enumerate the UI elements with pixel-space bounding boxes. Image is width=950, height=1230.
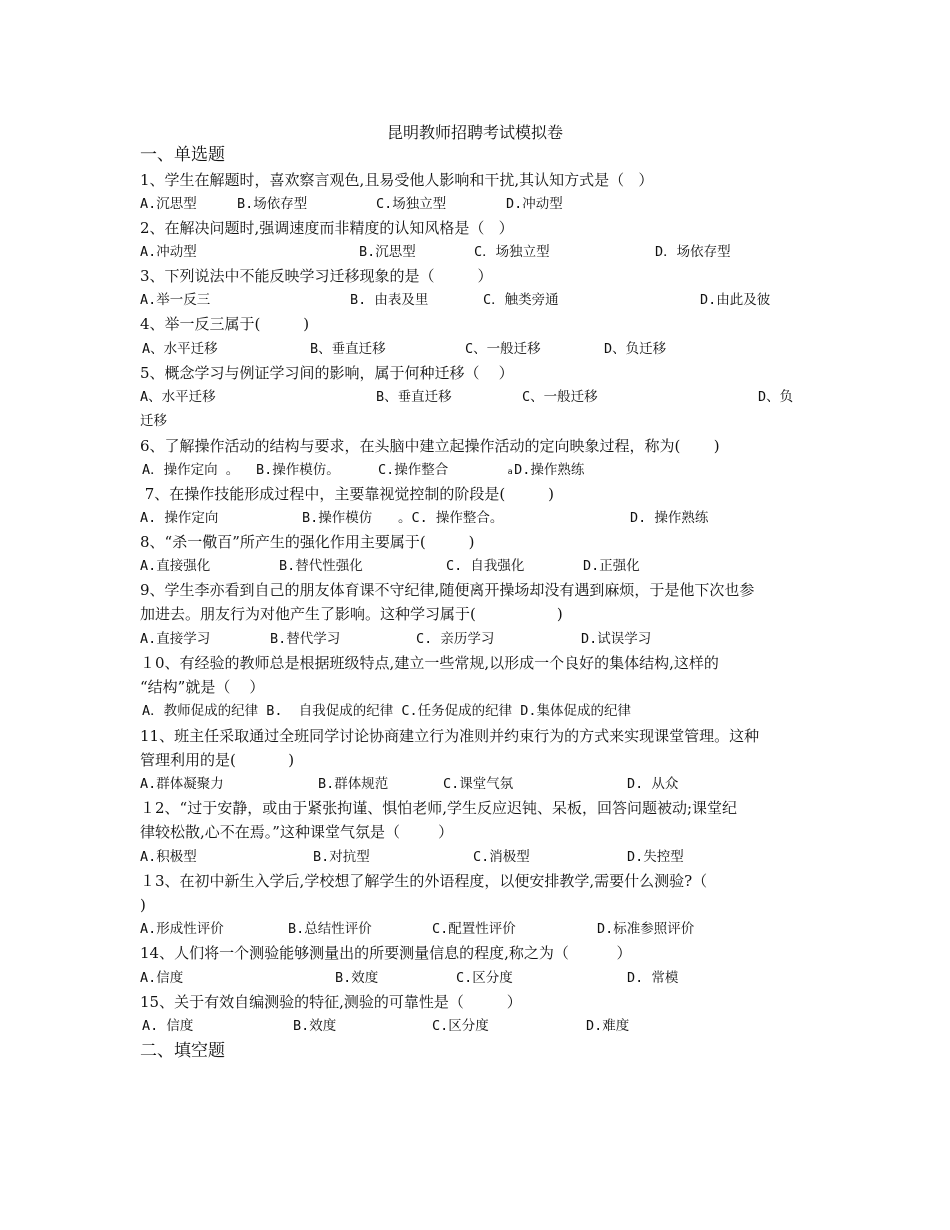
option-d-continuation: 迁移 [140,413,167,429]
question-stem: 7、在操作技能形成过程中，主要靠视觉控制的阶段是( ) [140,485,554,503]
option-c: C.场独立型 [376,196,447,212]
option-a: A. 操作定向 [140,510,219,526]
option-c: C．触类旁通 [483,292,559,308]
question-stem: 15、关于有效自编测验的特征,测验的可靠性是（ ） [140,993,522,1011]
option-d: D.试误学习 [581,631,652,647]
option-a: A.信度 [140,970,184,986]
option-a: A.积极型 [140,849,197,865]
option-d: D、负 [758,389,794,405]
option-a: A.直接学习 [140,631,211,647]
option-c: C.区分度 [456,970,513,986]
option-d: D.冲动型 [506,196,563,212]
question-stem-continued: 加进去。朋友行为对他产生了影响。这种学习属于( ) [140,605,563,623]
question-stem-continued: 律较松散,心不在焉。”这种课堂气氛是（ ） [140,823,454,841]
option-a: A. 信度 [142,1018,194,1034]
question-stem: 1、学生在解题时，喜欢察言观色,且易受他人影响和干扰,其认知方式是（ ） [140,171,654,189]
option-b: B.操作模仿 [302,510,373,526]
option-b: B.替代性强化 [279,558,363,574]
question-stem: 3、下列说法中不能反映学习迁移现象的是（ ） [140,267,493,285]
option-c: C、一般迁移 [522,389,598,405]
option-c: 。C. 操作整合。 [398,510,504,526]
option-b: B、垂直迁移 [376,389,452,405]
option-b: B.效度 [293,1018,337,1034]
option-b: B.效度 [335,970,379,986]
option-d: D. 常模 [627,970,679,986]
option-a: A、水平迁移 [140,389,216,405]
question-stem: 11、班主任采取通过全班同学讨论协商建立行为准则并约束行为的方式来实现课堂管理。这种 [140,727,760,745]
option-d: D．场依存型 [655,244,731,260]
page-title: 昆明教师招聘考试模拟卷 [386,123,563,142]
option-a: A、水平迁移 [142,341,218,357]
question-stem: 4、举一反三属于( ) [140,315,310,333]
question-stem: 9、学生李亦看到自己的朋友体育课不守纪律,随便离开操场却没有遇到麻烦，于是他下次也参 [140,581,755,599]
option-c: C.区分度 [432,1018,489,1034]
option-c: C．场独立型 [474,244,550,260]
option-a: A.直接强化 [140,558,211,574]
question-stem: 5、概念学习与例证学习间的影响，属于何种迁移（ ） [140,364,514,382]
option-d: D.难度 [586,1018,630,1034]
option-a: A.冲动型 [140,244,197,260]
option-c: C. 自我强化 [446,558,525,574]
question-stem: １2、“过于安静，或由于紧张拘谨、惧怕老师,学生反应迟钝、呆板，回答问题被动;课堂纪 [140,799,738,817]
option-b: B.沉思型 [359,244,416,260]
question-stem: 14、人们将一个测验能够测量出的所要测量信息的程度,称之为（ ） [140,944,632,962]
option-b: B.总结性评价 [288,921,372,937]
option-b: B.群体规范 [318,776,389,792]
option-b: B.替代学习 [270,631,341,647]
option-b: B. 由表及里 [350,292,429,308]
option-c: C.课堂气氛 [443,776,514,792]
option-d: D.由此及彼 [700,292,771,308]
section-heading-single-choice: 一、单选题 [140,145,225,165]
option-d: D.标准参照评价 [597,921,695,937]
option-a: A．操作定向 。 [142,462,240,478]
question-stem: 8、“杀一儆百”所产生的强化作用主要属于( ) [140,533,475,551]
option-c: C.消极型 [473,849,530,865]
option-b: B.对抗型 [313,849,370,865]
option-d: D. 操作熟练 [630,510,709,526]
option-c: C、一般迁移 [465,341,541,357]
question-stem-continued: “结构”就是（ ） [140,678,265,696]
question-stem: １0、有经验的教师总是根据班级特点,建立一些常规,以形成一个良好的集体结构,这样的 [140,654,719,672]
question-stem-continued: 管理利用的是( ) [140,751,295,769]
option-b: B、垂直迁移 [310,341,386,357]
option-d: ₐD.操作熟练 [506,462,585,478]
option-c: C. 亲历学习 [416,631,495,647]
options-line: A．教师促成的纪律 B. 自我促成的纪律 C.任务促成的纪律 D.集体促成的纪律 [142,703,632,719]
option-d: D、负迁移 [604,341,667,357]
option-d: D.失控型 [627,849,684,865]
option-a: A.沉思型 [140,196,197,212]
option-c: C.操作整合 [378,462,449,478]
option-a: A.举一反三 [140,292,211,308]
option-a: A.形成性评价 [140,921,224,937]
option-d: D. 从众 [627,776,679,792]
question-stem-continued: ) [140,896,146,914]
option-c: C.配置性评价 [432,921,516,937]
option-b: B.场依存型 [237,196,308,212]
section-heading-fill-in: 二、填空题 [140,1041,225,1061]
option-b: B.操作模仿。 [256,462,340,478]
question-stem: 2、在解决问题时,强调速度而非精度的认知风格是（ ） [140,219,514,237]
question-stem: １3、在初中新生入学后,学校想了解学生的外语程度，以便安排教学,需要什么测验?（ [140,872,708,890]
option-a: A.群体凝聚力 [140,776,224,792]
question-stem: 6、了解操作活动的结构与要求，在头脑中建立起操作活动的定向映象过程，称为( ) [140,437,720,455]
option-d: D.正强化 [583,558,640,574]
